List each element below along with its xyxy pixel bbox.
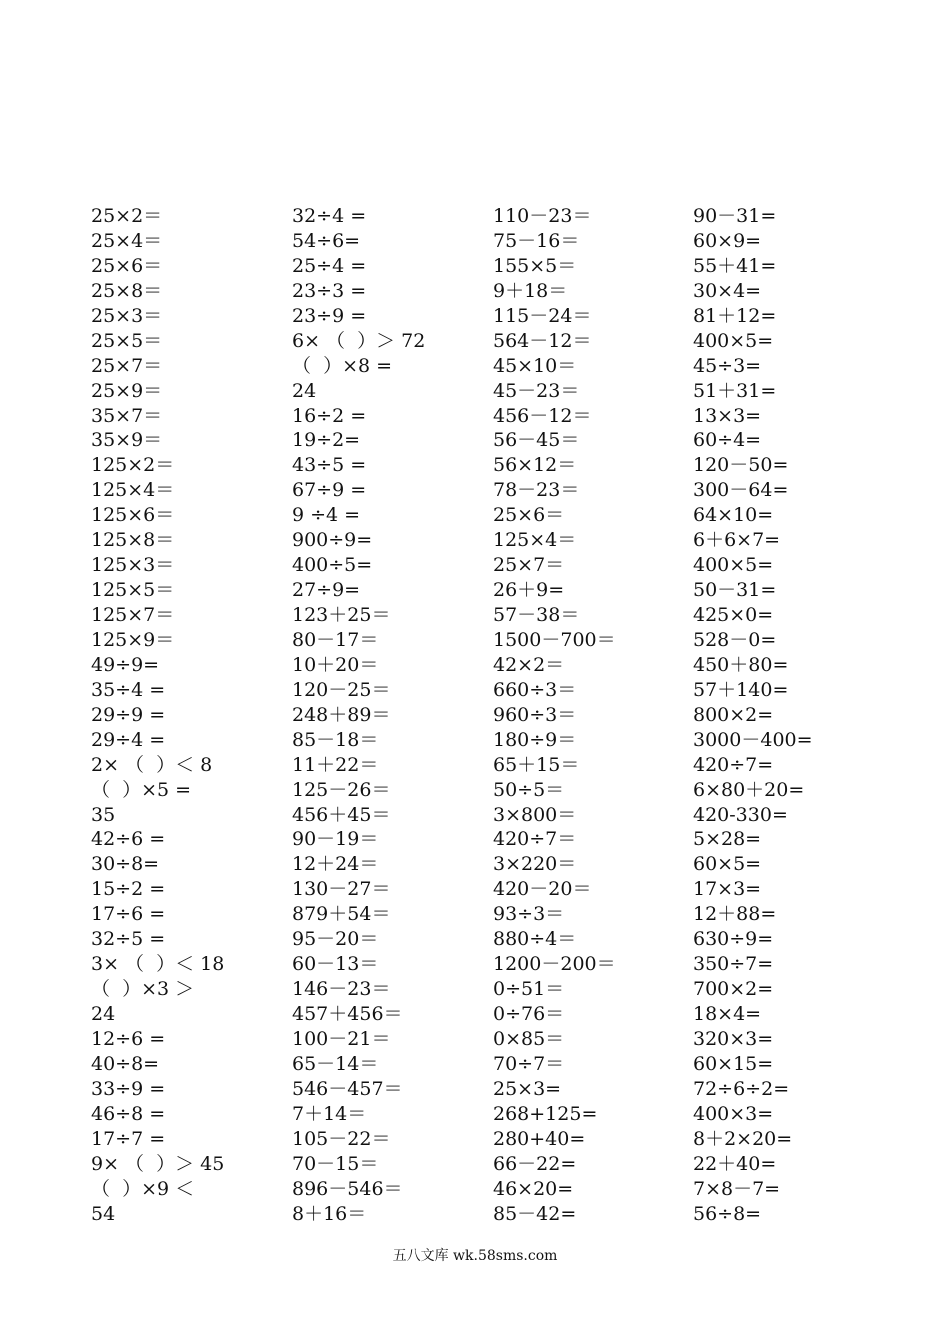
problem-column-1 [91,204,291,1226]
problem-line: 9＋18＝ [493,279,568,302]
problem-line: 45－23＝ [493,379,580,402]
problem-line: 100－21＝ [292,1027,391,1050]
problem-line: 49÷9= [91,653,160,676]
problem-line: 56÷8= [693,1202,762,1225]
problem-line: 400×5= [693,329,774,352]
problem-line: 17×3= [693,878,762,901]
problem-line: 6×80＋20= [693,778,805,801]
problem-line: 64×10= [693,504,774,527]
problem-line: 42÷6 = [91,828,166,851]
problem-line: 800×2= [693,703,774,726]
problem-line: 900÷9= [292,529,373,552]
problem-line: 35×7＝ [91,404,163,427]
problem-line: 81＋12= [693,304,777,327]
problem-line: 125×5＝ [91,579,175,602]
problem-line: 420÷7= [693,753,774,776]
problem-column-3 [493,204,693,1226]
problem-line: 25×6＝ [493,504,565,527]
problem-line: 60÷4= [693,429,762,452]
problem-line: 2× （ ）＜ 8 [91,753,213,776]
problem-line: 105－22＝ [292,1127,391,1150]
problem-line: 50÷5＝ [493,778,565,801]
problem-line: 57＋140= [693,678,789,701]
problem-line: 0÷76＝ [493,1003,565,1025]
problem-line: 60×9= [693,229,762,252]
problem-line: 15÷2 = [91,878,166,901]
problem-line: 457＋456＝ [292,1003,403,1025]
problem-line: 51＋31= [693,379,777,402]
problem-line: 33÷9 = [91,1077,166,1100]
problem-line: 60－13＝ [292,953,379,976]
problem-line: 70－15＝ [292,1152,379,1175]
problem-line: 25×6＝ [91,254,163,277]
problem-line: 32÷4 = [292,205,367,227]
problem-line: 630÷9= [693,928,774,951]
problem-line: 6× （ ）＞ 72 [292,329,426,352]
problem-line: 25×4＝ [91,229,163,252]
problem-line: （ ）×9 ＜ [91,1177,195,1200]
problem-line: 123＋25＝ [292,604,391,626]
problem-line: 180÷9＝ [493,728,577,751]
footer-watermark: 五八文库 wk.58sms.com [392,1248,558,1264]
problem-line: 0÷51＝ [493,978,565,1001]
problem-line: 420－20＝ [493,878,592,901]
problem-line: 400×5= [693,554,774,577]
problem-line: （ ）×5 = [91,778,192,801]
problem-line: 60×15= [693,1052,774,1075]
problem-line: 400×3= [693,1102,774,1125]
problem-line: 0×85＝ [493,1027,565,1050]
problem-line: 125×8＝ [91,529,175,552]
problem-line: 80－17＝ [292,628,379,651]
problem-line: 12＋24＝ [292,853,379,876]
problem-line: 115－24＝ [493,304,592,327]
problem-line: 120－25＝ [292,678,391,701]
problem-line: 125×9＝ [91,628,175,651]
problem-line: 32÷5 = [91,928,166,951]
problem-line: 29÷4 = [91,728,166,751]
problem-line: 75－16＝ [493,229,580,252]
problem-line: 50－31= [693,579,777,602]
problem-line: 3× （ ）＜ 18 [91,953,225,976]
problem-line: 1500－700＝ [493,628,616,651]
problem-line: 40÷8= [91,1052,160,1075]
problem-line: 85－42= [493,1202,577,1225]
problem-line: 16÷2 = [292,404,367,427]
problem-line: 17÷6 = [91,903,166,926]
problem-line: 60×5= [693,853,762,876]
problem-line: 43÷5 = [292,454,367,477]
problem-line: 155×5＝ [493,254,577,277]
problem-line: 3×800＝ [493,803,577,826]
problem-line: 18×4= [693,1003,762,1025]
problem-column-4 [693,204,893,1226]
problem-line: 35×9＝ [91,429,163,452]
problem-line: 425×0= [693,604,774,626]
problem-line: 23÷3 = [292,279,367,302]
problem-line: 46×20= [493,1177,574,1200]
problem-line: 90－31= [693,205,777,227]
problem-line: 23÷9 = [292,304,367,327]
problem-line: 546－457＝ [292,1077,403,1100]
problem-line: 10＋20＝ [292,653,379,676]
problem-line: 70÷7＝ [493,1052,565,1075]
problem-line: 880÷4＝ [493,928,577,951]
problem-line: 85－18＝ [292,728,379,751]
problem-line: 960÷3＝ [493,703,577,726]
problem-line: 45×10＝ [493,354,577,377]
problem-line: 56－45＝ [493,429,580,452]
problem-line: 90－19＝ [292,828,379,851]
problem-line: 29÷9 = [91,703,166,726]
problem-line: 30×4= [693,279,762,302]
problem-line: 65＋15＝ [493,753,580,776]
problem-line: 3×220＝ [493,853,577,876]
problem-line: 56×12＝ [493,454,577,477]
problem-line: 30÷8= [91,853,160,876]
problem-line: 456＋45＝ [292,803,391,826]
problem-line: 660÷3＝ [493,678,577,701]
problem-line: 320×3= [693,1027,774,1050]
problem-line: 9 ÷4 = [292,504,361,527]
problem-line: 1200－200＝ [493,953,616,976]
problem-column-2 [292,204,492,1226]
problem-line: 25×2＝ [91,205,163,227]
problem-line: 879＋54＝ [292,903,391,926]
problem-line: 45÷3= [693,354,762,377]
problem-line: （ ）×3 ＞ [91,978,195,1001]
problem-line: 420÷7＝ [493,828,577,851]
problem-line: 24 [292,379,317,402]
problem-line: 25×9＝ [91,379,163,402]
problem-line: 93÷3＝ [493,903,565,926]
problem-line: 450＋80= [693,653,789,676]
problem-line: 125×2＝ [91,454,175,477]
problem-line: 27÷9= [292,579,361,602]
problem-line: 67÷9 = [292,479,367,502]
problem-line: 26＋9= [493,579,565,602]
problem-line: 24 [91,1003,116,1025]
problem-line: 65－14＝ [292,1052,379,1075]
problem-line: 125×7＝ [91,604,175,626]
problem-line: 25×7＝ [493,554,565,577]
problem-line: 120－50= [693,454,789,477]
problem-line: 17÷7 = [91,1127,166,1150]
problem-line: 46÷8 = [91,1102,166,1125]
problem-line: 420-330= [693,803,788,826]
problem-line: 110－23＝ [493,205,592,227]
problem-line: 280+40= [493,1127,586,1150]
problem-line: 350÷7= [693,953,774,976]
problem-line: 896－546＝ [292,1177,403,1200]
problem-line: 35 [91,803,116,826]
problem-line: 7×8－7= [693,1177,781,1200]
problem-line: 54 [91,1202,116,1225]
problem-line: 5×28= [693,828,762,851]
problem-line: 13×3= [693,404,762,427]
problem-line: 55＋41= [693,254,777,277]
problem-line: 12÷6 = [91,1027,166,1050]
problem-line: 25×3＝ [91,304,163,327]
problem-line: 35÷4 = [91,678,166,701]
problem-line: 11＋22＝ [292,753,379,776]
problem-line: 528－0= [693,628,777,651]
problem-line: 8＋16＝ [292,1202,367,1225]
problem-line: 19÷2= [292,429,361,452]
problem-line: 125－26＝ [292,778,391,801]
problem-line: 125×3＝ [91,554,175,577]
problem-line: （ ）×8 = [292,354,393,377]
problem-line: 300－64= [693,479,789,502]
problem-line: 130－27＝ [292,878,391,901]
problem-line: 72÷6÷2= [693,1077,790,1100]
problem-line: 400÷5= [292,554,373,577]
problem-line: 268+125= [493,1102,598,1125]
problem-line: 125×6＝ [91,504,175,527]
problem-line: 8＋2×20= [693,1127,793,1150]
problem-line: 125×4＝ [91,479,175,502]
problem-line: 3000－400= [693,728,813,751]
problem-line: 146－23＝ [292,978,391,1001]
problem-line: 22＋40= [693,1152,777,1175]
problem-line: 25×3= [493,1077,562,1100]
problem-line: 25×7＝ [91,354,163,377]
problem-line: 78－23＝ [493,479,580,502]
problem-line: 25×5＝ [91,329,163,352]
problem-line: 42×2＝ [493,653,565,676]
problem-line: 95－20＝ [292,928,379,951]
problem-line: 7＋14＝ [292,1102,367,1125]
problem-line: 9× （ ）＞ 45 [91,1152,225,1175]
problem-line: 57－38＝ [493,604,580,626]
problem-line: 25×8＝ [91,279,163,302]
problem-line: 12＋88= [693,903,777,926]
problem-line: 700×2= [693,978,774,1001]
problem-line: 248＋89＝ [292,703,391,726]
problem-line: 6＋6×7= [693,529,781,552]
problem-line: 66－22= [493,1152,577,1175]
problem-line: 54÷6= [292,229,361,252]
problem-line: 125×4＝ [493,529,577,552]
problem-line: 456－12＝ [493,404,592,427]
problem-line: 564－12＝ [493,329,592,352]
problem-line: 25÷4 = [292,254,367,277]
